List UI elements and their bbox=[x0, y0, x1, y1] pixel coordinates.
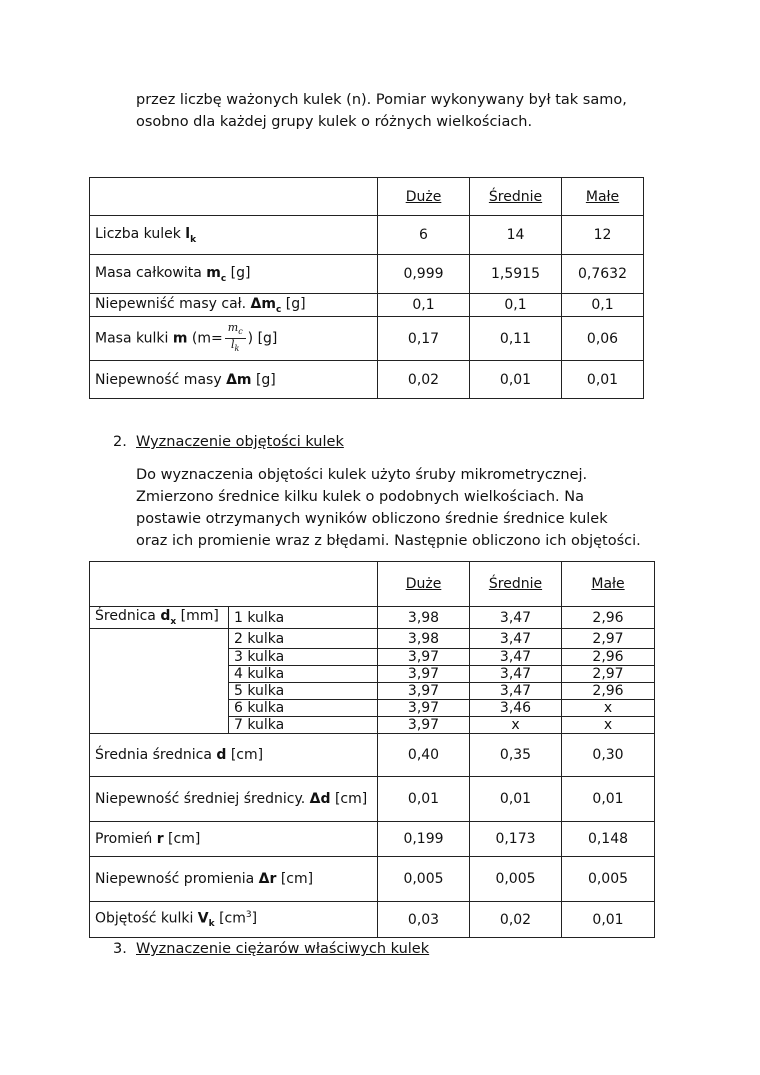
value-cell: 0,005 bbox=[470, 857, 562, 902]
header-empty-cell bbox=[90, 178, 378, 216]
value-cell: 0,1 bbox=[470, 294, 562, 317]
table-row bbox=[90, 361, 644, 399]
value-cell: 2,96 bbox=[562, 683, 655, 700]
value-cell: 3,98 bbox=[378, 629, 470, 649]
header-duze: Duże bbox=[378, 178, 470, 216]
ball-label: 6 kulka bbox=[229, 700, 378, 717]
value-cell: 2,96 bbox=[562, 607, 655, 629]
table-row bbox=[90, 777, 655, 822]
value-cell: x bbox=[562, 700, 655, 717]
value-cell: 0,40 bbox=[378, 734, 470, 777]
section-2-paragraph: Do wyznaczenia objętości kulek użyto śruby mikrometrycznej. Zmierzono średnice kilku kulek o podobnych wielkościach. Na postawie otrzymanych wyników obliczono średnie średnice kulek oraz ich promienie wraz z błędami. Następnie obliczono ich objętości. bbox=[136, 467, 641, 549]
section-3-heading: 3. Wyznaczenie ciężarów właściwych kulek bbox=[113, 941, 430, 957]
value-cell: x bbox=[470, 717, 562, 734]
row-label: Niepewniść masy cał. $\Delta m_c$ [g] bbox=[90, 294, 378, 317]
row-label: Promień r [cm] bbox=[90, 822, 378, 857]
table-row bbox=[90, 255, 644, 294]
mass-table bbox=[89, 177, 644, 399]
value-cell: 3,47 bbox=[470, 683, 562, 700]
value-cell: 0,1 bbox=[378, 294, 470, 317]
value-cell: 0,01 bbox=[562, 361, 644, 399]
value-cell: 0,01 bbox=[470, 361, 562, 399]
section-2-heading: 2. Wyznaczenie objętości kulek bbox=[113, 434, 344, 450]
row-label: Niepewność masy Δm [g] bbox=[90, 361, 378, 399]
table-row bbox=[90, 629, 655, 649]
value-cell: 14 bbox=[470, 216, 562, 255]
header-male: Małe bbox=[562, 562, 655, 607]
value-cell: 3,98 bbox=[378, 607, 470, 629]
value-cell: 0,35 bbox=[470, 734, 562, 777]
volume-table bbox=[89, 561, 655, 938]
intro-line-2: osobno dla każdej grupy kulek o różnych wielkościach. bbox=[136, 114, 533, 130]
value-cell: 2,97 bbox=[562, 666, 655, 683]
value-cell: 0,199 bbox=[378, 822, 470, 857]
value-cell: 0,005 bbox=[562, 857, 655, 902]
header-male: Małe bbox=[562, 178, 644, 216]
value-cell: 0,005 bbox=[378, 857, 470, 902]
value-cell: 0,06 bbox=[562, 317, 644, 361]
table-row bbox=[90, 216, 644, 255]
table-row bbox=[90, 607, 655, 629]
volume-table-header-row bbox=[90, 562, 655, 607]
value-cell: 0,173 bbox=[470, 822, 562, 857]
value-cell: 0,02 bbox=[378, 361, 470, 399]
header-srednie: Średnie bbox=[470, 178, 562, 216]
header-duze: Duże bbox=[378, 562, 470, 607]
value-cell: x bbox=[562, 717, 655, 734]
value-cell: 3,97 bbox=[378, 649, 470, 666]
value-cell: 0,11 bbox=[470, 317, 562, 361]
row-label: Liczba kulek $l_k$ bbox=[90, 216, 378, 255]
ball-label: 7 kulka bbox=[229, 717, 378, 734]
value-cell: 0,02 bbox=[470, 902, 562, 938]
value-cell: 12 bbox=[562, 216, 644, 255]
value-cell: 3,97 bbox=[378, 700, 470, 717]
value-cell: 2,96 bbox=[562, 649, 655, 666]
diameter-blank-cell bbox=[90, 629, 229, 734]
intro-paragraph bbox=[136, 89, 696, 133]
diameter-label: Średnica $d_x$ [mm] bbox=[90, 607, 229, 629]
value-cell: 3,97 bbox=[378, 717, 470, 734]
value-cell: 3,47 bbox=[470, 666, 562, 683]
value-cell: 0,1 bbox=[562, 294, 644, 317]
row-label: Średnia średnica d [cm] bbox=[90, 734, 378, 777]
value-cell: 3,47 bbox=[470, 649, 562, 666]
ball-label: 4 kulka bbox=[229, 666, 378, 683]
row-label: Masa kulki m (m= $\frac{m_c}{l_k}$ ) [g] bbox=[90, 317, 378, 361]
value-cell: 2,97 bbox=[562, 629, 655, 649]
value-cell: 0,01 bbox=[470, 777, 562, 822]
intro-line-1: przez liczbę ważonych kulek (n). Pomiar wykonywany był tak samo, bbox=[136, 92, 627, 108]
mass-fraction: $\frac{m_c}{l_k}$ bbox=[225, 322, 246, 355]
table-row bbox=[90, 734, 655, 777]
header-srednie: Średnie bbox=[470, 562, 562, 607]
value-cell: 3,46 bbox=[470, 700, 562, 717]
value-cell: 0,01 bbox=[562, 777, 655, 822]
ball-label: 1 kulka bbox=[229, 607, 378, 629]
value-cell: 0,01 bbox=[378, 777, 470, 822]
value-cell: 1,5915 bbox=[470, 255, 562, 294]
table-row bbox=[90, 857, 655, 902]
row-label: Masa całkowita $m_c$ [g] bbox=[90, 255, 378, 294]
value-cell: 3,97 bbox=[378, 683, 470, 700]
ball-label: 5 kulka bbox=[229, 683, 378, 700]
value-cell: 0,7632 bbox=[562, 255, 644, 294]
header-empty-cell bbox=[90, 562, 378, 607]
value-cell: 0,148 bbox=[562, 822, 655, 857]
value-cell: 0,03 bbox=[378, 902, 470, 938]
mass-table-header-row bbox=[90, 178, 644, 216]
value-cell: 6 bbox=[378, 216, 470, 255]
ball-label: 2 kulka bbox=[229, 629, 378, 649]
value-cell: 3,47 bbox=[470, 607, 562, 629]
ball-label: 3 kulka bbox=[229, 649, 378, 666]
value-cell: 0,17 bbox=[378, 317, 470, 361]
table-row bbox=[90, 902, 655, 938]
row-label: Niepewność promienia Δr [cm] bbox=[90, 857, 378, 902]
value-cell: 0,01 bbox=[562, 902, 655, 938]
table-row bbox=[90, 317, 644, 361]
value-cell: 0,30 bbox=[562, 734, 655, 777]
row-label: Objętość kulki $V_k$ $[cm^3]$ bbox=[90, 902, 378, 938]
value-cell: 3,97 bbox=[378, 666, 470, 683]
value-cell: 3,47 bbox=[470, 629, 562, 649]
table-row bbox=[90, 822, 655, 857]
table-row bbox=[90, 294, 644, 317]
value-cell: 0,999 bbox=[378, 255, 470, 294]
row-label: Niepewność średniej średnicy. Δd [cm] bbox=[90, 777, 378, 822]
